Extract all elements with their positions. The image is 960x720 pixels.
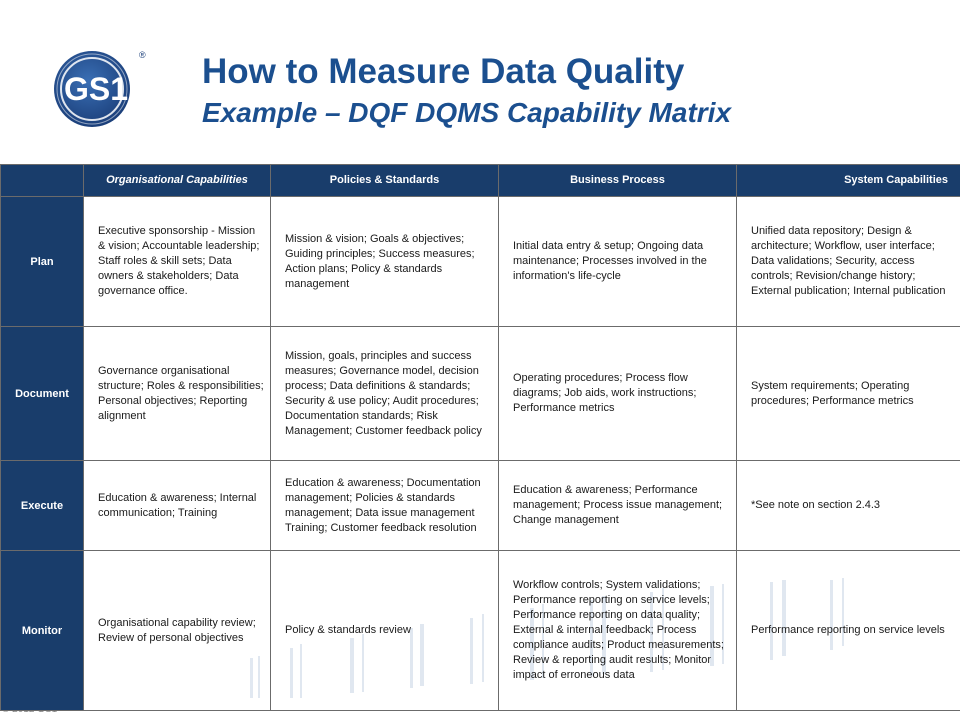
cell-monitor-organisational: Organisational capability review; Review of personal objectives: [84, 551, 271, 711]
matrix-row-execute: [1, 461, 960, 551]
cell-monitor-system: Performance reporting on service levels: [737, 551, 960, 711]
matrix-row-plan: [1, 197, 960, 327]
row-label-execute: Execute: [1, 461, 84, 551]
column-header-business-process: Business Process: [499, 165, 737, 197]
cell-plan-policies: Mission & vision; Goals & objectives; Guiding principles; Success measures; Action plans; Policy & standards management: [271, 197, 499, 327]
column-header-system: System Capabilities: [737, 165, 960, 197]
cell-document-business-process: Operating procedures; Process flow diagrams; Job aids, work instructions; Performance metrics: [499, 327, 737, 461]
cell-plan-organisational: Executive sponsorship - Mission & vision; Accountable leadership; Staff roles & skill sets; Data owners & stakeholders; Data governance office.: [84, 197, 271, 327]
cell-execute-business-process: Education & awareness; Performance management; Process issue management; Change management: [499, 461, 737, 551]
registered-mark: ®: [139, 50, 146, 60]
cell-document-organisational: Governance organisational structure; Roles & responsibilities; Personal objectives; Reporting alignment: [84, 327, 271, 461]
matrix-row-document: [1, 327, 960, 461]
cell-monitor-business-process: Workflow controls; System validations; Performance reporting on service levels; Performance reporting on data quality; External & internal feedback; Process compliance audits; Product measurements; Review & reporting audit results; Monitor impact of erroneous data: [499, 551, 737, 711]
capability-matrix: [0, 164, 960, 711]
matrix-header-row: [1, 165, 960, 197]
cell-execute-system: *See note on section 2.4.3: [737, 461, 960, 551]
cell-document-policies: Mission, goals, principles and success measures; Governance model, decision process; Data definitions & standards; Security & use policy; Audit procedures; Documentation standards; Risk Management; Customer feedback policy: [271, 327, 499, 461]
row-label-document: Document: [1, 327, 84, 461]
row-label-plan: Plan: [1, 197, 84, 327]
cell-monitor-policies: Policy & standards review: [271, 551, 499, 711]
corner-cell: [1, 165, 84, 197]
cell-plan-business-process: Initial data entry & setup; Ongoing data maintenance; Processes involved in the information's life-cycle: [499, 197, 737, 327]
cell-document-system: System requirements; Operating procedures; Performance metrics: [737, 327, 960, 461]
cell-execute-organisational: Education & awareness; Internal communication; Training: [84, 461, 271, 551]
logo-text: GS1: [63, 71, 129, 107]
page-subtitle: Example – DQF DQMS Capability Matrix: [202, 97, 732, 128]
gs1-logo: [52, 44, 152, 134]
cell-execute-policies: Education & awareness; Documentation management; Policies & standards management; Data issue management Training; Customer feedback resolution: [271, 461, 499, 551]
cell-plan-system: Unified data repository; Design & architecture; Workflow, user interface; Data validations; Security, access controls; Revision/change history; External publication; Internal publication: [737, 197, 960, 327]
matrix-row-monitor: [1, 551, 960, 711]
page-title: How to Measure Data Quality: [202, 52, 685, 91]
column-header-policies: Policies & Standards: [271, 165, 499, 197]
column-header-organisational: Organisational Capabilities: [84, 165, 271, 197]
row-label-monitor: Monitor: [1, 551, 84, 711]
